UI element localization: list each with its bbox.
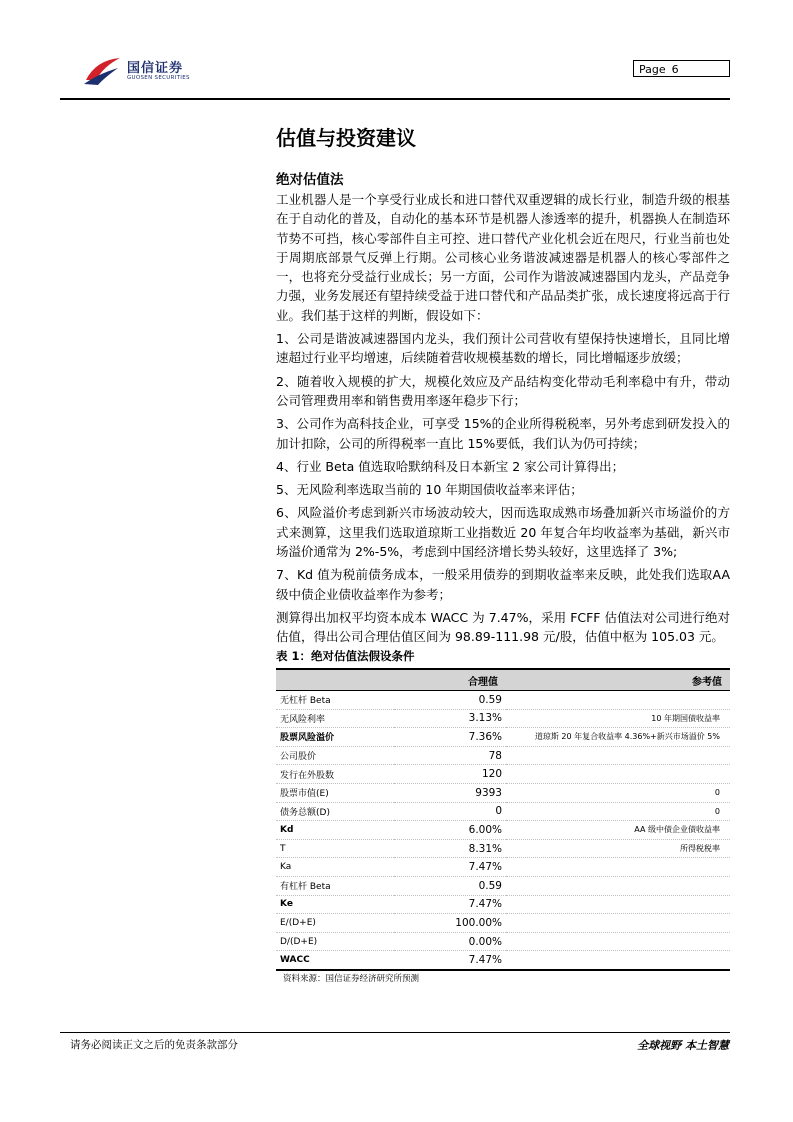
row-ref: 10 年期国债收益率 — [506, 709, 730, 728]
table-row — [276, 914, 730, 933]
table-row — [276, 709, 730, 728]
row-label: 无风险利率 — [276, 709, 394, 728]
row-label: E/(D+E) — [276, 914, 394, 933]
row-ref: 0 — [506, 802, 730, 821]
logo-mark-icon — [82, 54, 124, 86]
row-label: T — [276, 839, 394, 858]
company-logo — [82, 54, 222, 88]
paragraph-assumption-4: 4、行业 Beta 值选取哈默纳科及日本新宝 2 家公司计算得出； — [276, 458, 625, 474]
paragraph-assumption-6: 6、风险溢价考虑到新兴市场波动较大，因而选取成熟市场叠加新兴市场溢价的方式来测算，这里我们选取道琼斯工业指数近 20 年复合年均收益率为基础，新兴市场溢价通常为 2%-5%，考虑到中国经济增长势头较好，这里选择了 3%; — [276, 505, 730, 560]
paragraph-assumption-2: 2、随着收入规模的扩大，规模化效应及产品结构变化带动毛利率稳中有升，带动公司管理费用率和销售费用率逐年稳步下行； — [276, 373, 730, 408]
table-row — [276, 802, 730, 821]
row-value: 0 — [394, 802, 506, 821]
row-ref: 0 — [506, 783, 730, 802]
paragraph-conclusion: 测算得出加权平均资本成本 WACC 为 7.47%，采用 FCFF 估值法对公司进行绝对估值，得出公司合理估值区间为 98.89-111.98 元/股，估值中枢为 105.03 元。 — [276, 609, 730, 645]
row-ref — [506, 932, 730, 951]
row-label: Kd — [276, 821, 394, 840]
subsection-title: 绝对估值法 — [276, 172, 344, 188]
row-value: 78 — [394, 746, 506, 765]
row-value: 7.47% — [394, 858, 506, 877]
row-ref — [506, 951, 730, 970]
logo-company-cn: 国信证券 — [127, 61, 184, 76]
row-label: WACC — [276, 951, 394, 970]
footer-divider — [60, 1032, 730, 1033]
row-ref — [506, 765, 730, 784]
row-label: Ke — [276, 895, 394, 914]
table-row — [276, 821, 730, 840]
row-value: 7.47% — [394, 895, 506, 914]
body-text — [276, 190, 730, 651]
footer-disclaimer: 请务必阅读正文之后的免责条款部分 — [70, 1039, 238, 1051]
row-ref — [506, 914, 730, 933]
row-ref: 道琼斯 20 年复合收益率 4.36%+新兴市场溢价 5% — [506, 728, 730, 747]
row-ref — [506, 691, 730, 710]
row-ref — [506, 858, 730, 877]
section-title: 估值与投资建议 — [276, 126, 416, 150]
table-header-value: 合理值 — [394, 669, 506, 691]
row-value: 8.31% — [394, 839, 506, 858]
row-label: 公司股价 — [276, 746, 394, 765]
row-label: 债务总额(D) — [276, 802, 394, 821]
row-value: 3.13% — [394, 709, 506, 728]
page-label: Page — [639, 63, 666, 76]
row-value: 0.59 — [394, 876, 506, 895]
table-row — [276, 876, 730, 895]
table-row — [276, 746, 730, 765]
row-label: 有杠杆 Beta — [276, 876, 394, 895]
table-header-row — [276, 669, 730, 691]
table-row — [276, 765, 730, 784]
row-value: 120 — [394, 765, 506, 784]
table-row — [276, 728, 730, 747]
table-source: 资料来源：国信证券经济研究所预测 — [283, 974, 420, 984]
paragraph-assumption-1: 1、公司是谐波减速器国内龙头，我们预计公司营收有望保持快速增长，且同比增速超过行业平均增速，后续随着营收规模基数的增长，同比增幅逐步放缓； — [276, 331, 730, 366]
row-ref — [506, 746, 730, 765]
table-header-blank — [276, 669, 394, 691]
table-row — [276, 783, 730, 802]
paragraph-assumption-3: 3、公司作为高科技企业，可享受 15%的企业所得税税率，另外考虑到研发投入的加计扣除，公司的所得税率一直比 15%要低，我们认为仍可持续； — [276, 416, 730, 451]
paragraph-assumption-7: 7、Kd 值为税前债务成本，一般采用债券的到期收益率来反映，此处我们选取AA 级中债企业债收益率作为参考； — [276, 567, 730, 602]
paragraph-assumption-5: 5、无风险利率选取当前的 10 年期国债收益率来评估； — [276, 482, 583, 498]
row-label: D/(D+E) — [276, 932, 394, 951]
page-number: 6 — [671, 63, 679, 76]
row-label: 发行在外股数 — [276, 765, 394, 784]
table-row — [276, 858, 730, 877]
row-label: 无杠杆 Beta — [276, 691, 394, 710]
table-row — [276, 839, 730, 858]
row-ref — [506, 876, 730, 895]
row-label: Ka — [276, 858, 394, 877]
row-label: 股票市值(E) — [276, 783, 394, 802]
assumption-table — [276, 668, 730, 971]
logo-company-en: GUOSEN SECURITIES — [127, 75, 190, 81]
row-value: 0.59 — [394, 691, 506, 710]
row-ref: AA 级中债企业债收益率 — [506, 821, 730, 840]
table-title: 表 1：绝对估值法假设条件 — [276, 649, 415, 663]
table-row — [276, 951, 730, 970]
table-row — [276, 932, 730, 951]
paragraph-intro: 工业机器人是一个享受行业成长和进口替代双重逻辑的成长行业，制造升级的根基在于自动化的普及，自动化的基本环节是机器人渗透率的提升，机器换人在制造环节势不可挡，核心零部件自主可控、进口替代产业化机会近在咫尺，行业当前也处于周期底部景气反弹上行期。公司核心业务谐波减速器是机器人的核心零部件之一，也将充分受益行业成长；另一方面，公司作为谐波减速器国内龙头，产品竞争力强，业务发展还有望持续受益于进口替代和产品品类扩张，成长速度将远高于行业。我们基于这样的判断，假设如下： — [276, 192, 730, 323]
row-value: 100.00% — [394, 914, 506, 933]
row-value: 0.00% — [394, 932, 506, 951]
row-value: 6.00% — [394, 821, 506, 840]
row-ref: 所得税税率 — [506, 839, 730, 858]
table-header-ref: 参考值 — [506, 669, 730, 691]
footer-slogan: 全球视野 本土智慧 — [637, 1039, 729, 1052]
header-divider — [60, 98, 730, 100]
row-value: 7.47% — [394, 951, 506, 970]
row-ref — [506, 895, 730, 914]
row-label: 股票风险溢价 — [276, 728, 394, 747]
row-value: 9393 — [394, 783, 506, 802]
row-value: 7.36% — [394, 728, 506, 747]
table-row — [276, 691, 730, 710]
page-indicator — [633, 60, 730, 77]
table-row — [276, 895, 730, 914]
